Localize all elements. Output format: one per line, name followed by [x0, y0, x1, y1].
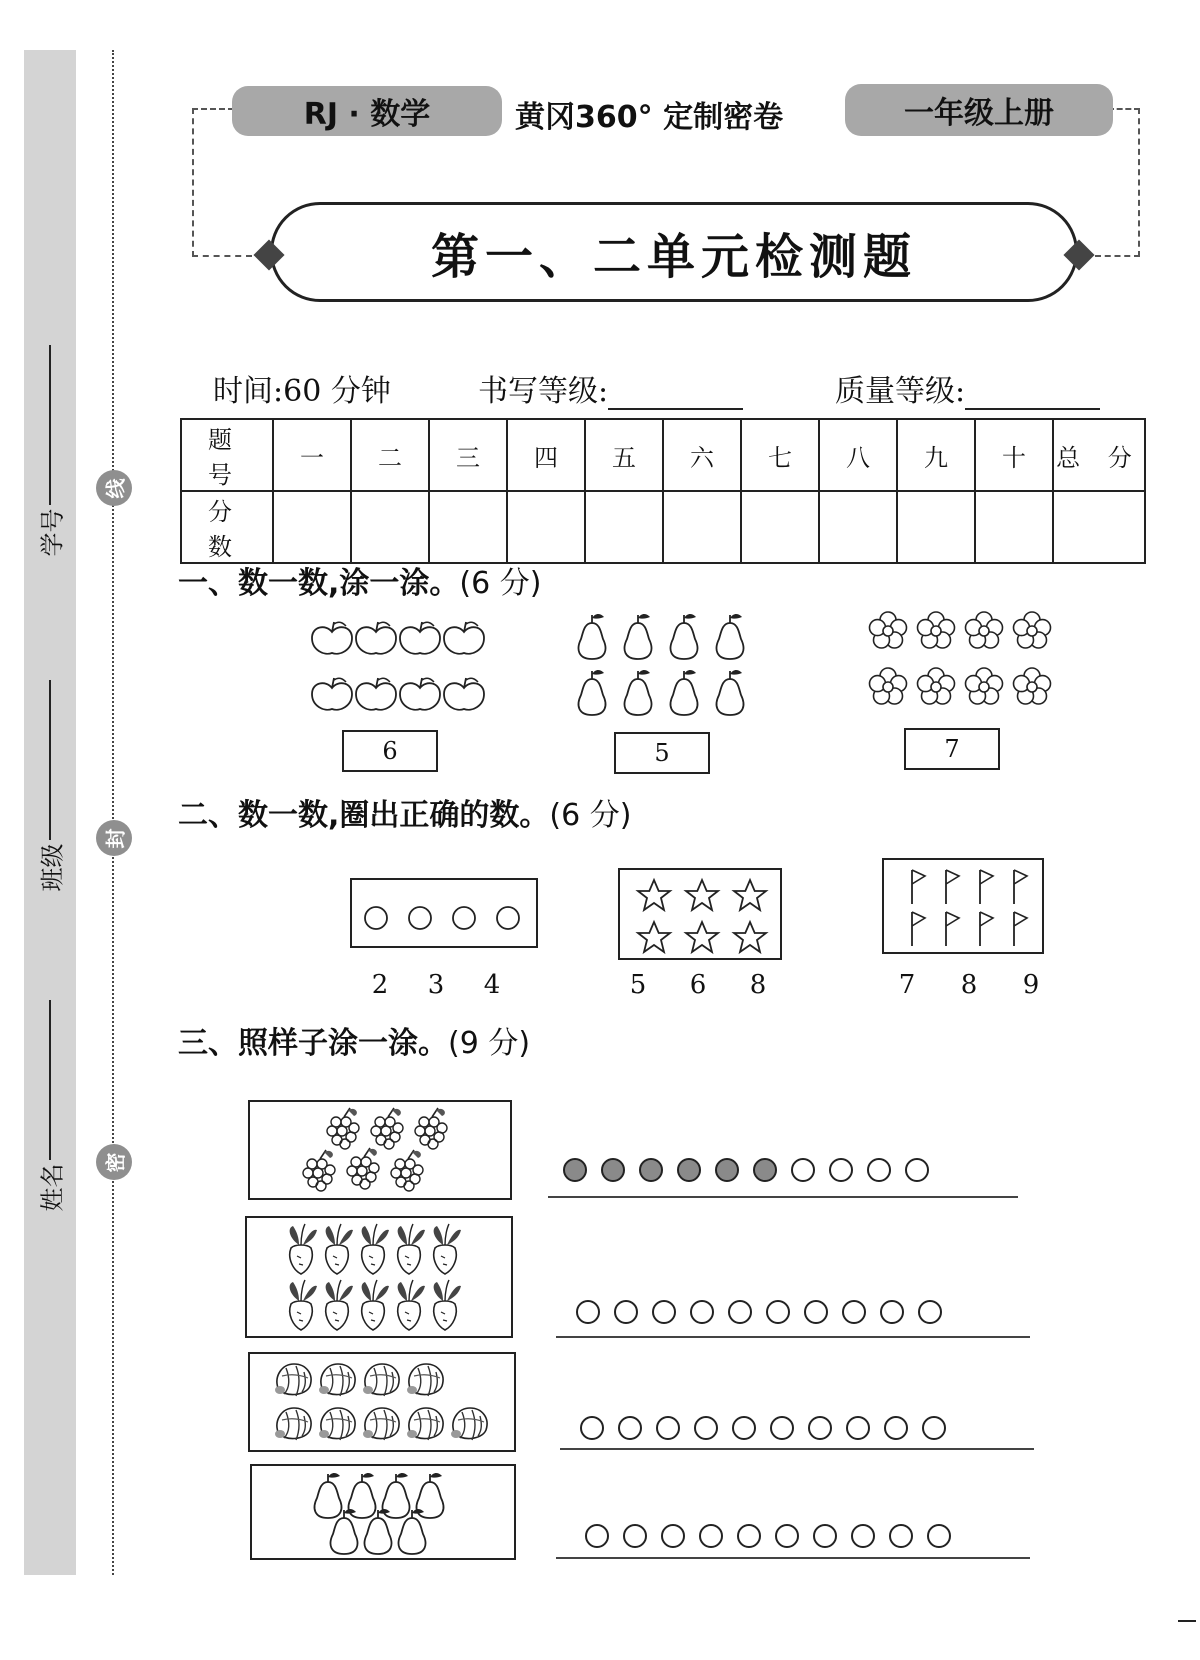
name-line	[49, 1000, 51, 1160]
apple-icon	[312, 622, 352, 654]
pear-icon	[579, 614, 606, 659]
cabbage-circles	[580, 1416, 946, 1440]
grapes-picture	[250, 1102, 510, 1198]
score-cell[interactable]	[819, 491, 897, 563]
circles-box	[350, 878, 538, 948]
writing-grade[interactable]	[478, 366, 743, 410]
answer-circle[interactable]	[677, 1158, 701, 1182]
answer-circle[interactable]	[880, 1300, 904, 1324]
seal-mark-secret: 密	[96, 1144, 132, 1180]
answer-circle[interactable]	[694, 1416, 718, 1440]
section3-points: (9 分)	[448, 1026, 531, 1061]
header-bracket-left	[192, 108, 234, 257]
star-icon	[686, 922, 718, 952]
choice-number[interactable]: 8	[960, 970, 978, 1000]
score-cell[interactable]	[1053, 491, 1145, 563]
flower-icon	[918, 668, 955, 704]
cabbage-icon	[451, 1408, 487, 1440]
answer-circle[interactable]	[889, 1524, 913, 1548]
answer-box-pears[interactable]: 5	[614, 732, 710, 774]
apple-icon	[356, 678, 396, 710]
cabbage-answer-line	[560, 1448, 1034, 1450]
stars-box	[618, 868, 782, 960]
choice-number[interactable]: 2	[371, 970, 389, 1000]
radish-icon	[290, 1224, 317, 1274]
flag-icon	[946, 912, 959, 946]
answer-circle[interactable]	[639, 1158, 663, 1182]
circles-picture	[352, 880, 536, 946]
apple-icon	[444, 678, 484, 710]
star-icon	[686, 880, 718, 910]
apple-icon	[444, 622, 484, 654]
section3-heading	[178, 1018, 530, 1062]
connector-right	[1095, 255, 1140, 257]
cabbage-icon	[275, 1364, 311, 1396]
choice-number[interactable]: 4	[483, 970, 501, 1000]
cabbage-icon	[363, 1408, 399, 1440]
choice-number[interactable]: 7	[898, 970, 916, 1000]
star-icon	[734, 922, 766, 952]
score-cell[interactable]	[741, 491, 819, 563]
answer-circle[interactable]	[846, 1416, 870, 1440]
radish-icon	[362, 1224, 389, 1274]
flag-icon	[1014, 870, 1027, 904]
score-table-header-cell: 九	[897, 419, 975, 491]
flower-icon	[870, 612, 907, 648]
score-table-header-cell: 五	[585, 419, 663, 491]
circles-choices	[352, 970, 520, 1000]
subject-pill: RJ · 数学	[232, 86, 502, 136]
pear-icon	[717, 670, 744, 715]
flower-icon	[870, 668, 907, 704]
pear-icon	[671, 614, 698, 659]
pear-icon	[717, 614, 744, 659]
flag-icon	[980, 912, 993, 946]
apple-icon	[400, 622, 440, 654]
answer-circle[interactable]	[563, 1158, 587, 1182]
grapes-icon	[303, 1150, 335, 1191]
apple-icon	[400, 678, 440, 710]
score-cell[interactable]	[585, 491, 663, 563]
cabbage-icon	[319, 1408, 355, 1440]
radish-answer-line	[556, 1336, 1030, 1338]
section2-heading	[178, 790, 631, 834]
flag-icon	[946, 870, 959, 904]
answer-circle[interactable]	[618, 1416, 642, 1440]
answer-circle[interactable]	[927, 1524, 951, 1548]
section1-title: 一、数一数,涂一涂。	[178, 566, 460, 601]
circle-icon	[497, 907, 519, 929]
cabbage-icon	[363, 1364, 399, 1396]
page-title: 第一、二单元检测题	[430, 228, 917, 285]
score-table-header-row	[181, 419, 1145, 491]
stars-picture	[620, 870, 780, 958]
answer-circle[interactable]	[791, 1158, 815, 1182]
answer-circle[interactable]	[614, 1300, 638, 1324]
score-cell[interactable]	[975, 491, 1053, 563]
answer-circle[interactable]	[867, 1158, 891, 1182]
apple-icon	[356, 622, 396, 654]
answer-circle[interactable]	[766, 1300, 790, 1324]
score-table-header-cell: 四	[507, 419, 585, 491]
answer-circle[interactable]	[601, 1158, 625, 1182]
section1-flowers	[860, 605, 1060, 715]
name-field[interactable]	[30, 1000, 70, 1215]
cabbage-box	[248, 1352, 516, 1452]
score-cell[interactable]	[273, 491, 351, 563]
connector-left	[192, 255, 252, 257]
answer-circle[interactable]	[813, 1524, 837, 1548]
radish-icon	[434, 1224, 461, 1274]
grapes-icon	[347, 1148, 379, 1189]
student-id-field[interactable]	[30, 345, 70, 560]
choice-number[interactable]: 6	[689, 970, 707, 1000]
answer-circle[interactable]	[808, 1416, 832, 1440]
class-field[interactable]	[30, 680, 70, 895]
page-edge-mark	[1178, 1620, 1196, 1622]
radish-circles	[576, 1300, 942, 1324]
answer-circle[interactable]	[775, 1524, 799, 1548]
radish-icon	[290, 1280, 317, 1330]
cabbage-icon	[319, 1364, 355, 1396]
flag-icon	[980, 870, 993, 904]
pears-box	[250, 1464, 516, 1560]
grapes-icon	[371, 1108, 403, 1149]
time-limit: 时间:60 分钟	[213, 374, 391, 409]
pears-answer-line	[556, 1557, 1030, 1559]
answer-circle[interactable]	[715, 1158, 739, 1182]
flags-choices	[876, 970, 1062, 1000]
grapes-icon	[391, 1150, 423, 1191]
score-row-label: 分 数	[181, 491, 273, 563]
pears-circles	[585, 1524, 951, 1548]
score-cell[interactable]	[429, 491, 507, 563]
pear-icon	[579, 670, 606, 715]
answer-circle[interactable]	[585, 1524, 609, 1548]
quality-grade[interactable]	[835, 366, 1100, 410]
writing-grade-label: 书写等级:	[478, 374, 609, 409]
pear-icon	[625, 670, 652, 715]
stars-choices	[608, 970, 788, 1000]
circle-icon	[453, 907, 475, 929]
score-cell[interactable]	[897, 491, 975, 563]
class-line	[49, 680, 51, 840]
score-cell[interactable]	[351, 491, 429, 563]
answer-circle[interactable]	[576, 1300, 600, 1324]
radish-icon	[326, 1224, 353, 1274]
answer-box-apples[interactable]: 6	[342, 730, 438, 772]
grapes-box	[248, 1100, 512, 1200]
circle-icon	[365, 907, 387, 929]
grapes-icon	[327, 1108, 359, 1149]
flower-icon	[966, 612, 1003, 648]
answer-circle[interactable]	[623, 1524, 647, 1548]
choice-number[interactable]: 8	[749, 970, 767, 1000]
section1-heading	[178, 558, 541, 602]
answer-circle[interactable]	[851, 1524, 875, 1548]
answer-circle[interactable]	[770, 1416, 794, 1440]
section1-points: (6 分)	[459, 566, 542, 601]
grapes-answer-line	[548, 1196, 1018, 1198]
quality-grade-label: 质量等级:	[835, 374, 966, 409]
answer-circle[interactable]	[829, 1158, 853, 1182]
pears-picture	[252, 1466, 514, 1558]
series-name: 黄冈360° 定制密卷	[515, 100, 784, 135]
cabbage-icon	[407, 1408, 443, 1440]
radish-icon	[326, 1280, 353, 1330]
grapes-icon	[415, 1108, 447, 1149]
score-table	[180, 418, 1146, 564]
answer-circle[interactable]	[884, 1416, 908, 1440]
flower-icon	[1014, 668, 1051, 704]
pear-icon	[625, 614, 652, 659]
apple-icon	[312, 678, 352, 710]
flags-picture	[884, 860, 1042, 952]
flags-box	[882, 858, 1044, 954]
cabbage-icon	[275, 1408, 311, 1440]
student-id-line	[49, 345, 51, 505]
section1-pears	[570, 605, 770, 723]
score-cell[interactable]	[663, 491, 741, 563]
pear-icon	[671, 670, 698, 715]
student-id-label: 学号	[38, 508, 67, 557]
cabbage-icon	[407, 1364, 443, 1396]
score-table-header-cell: 一	[273, 419, 351, 491]
binding-cut-line	[112, 50, 114, 1575]
flower-icon	[966, 668, 1003, 704]
radish-icon	[362, 1280, 389, 1330]
answer-circle[interactable]	[732, 1416, 756, 1440]
answer-circle[interactable]	[737, 1524, 761, 1548]
section2-points: (6 分)	[549, 798, 632, 833]
grade-pill: 一年级上册	[845, 84, 1113, 136]
answer-circle[interactable]	[728, 1300, 752, 1324]
choice-number[interactable]: 5	[629, 970, 647, 1000]
answer-circle[interactable]	[753, 1158, 777, 1182]
answer-circle[interactable]	[661, 1524, 685, 1548]
section1-apples	[300, 612, 500, 722]
choice-number[interactable]: 9	[1022, 970, 1040, 1000]
score-table-header-cell: 题 号	[181, 419, 273, 491]
pear-icon	[315, 1473, 342, 1518]
radish-icon	[398, 1280, 425, 1330]
flag-icon	[1014, 912, 1027, 946]
header-bracket-right	[1108, 108, 1140, 257]
flower-icon	[918, 612, 955, 648]
circle-icon	[409, 907, 431, 929]
score-cell[interactable]	[507, 491, 585, 563]
choice-number[interactable]: 3	[427, 970, 445, 1000]
seal-mark-line: 线	[96, 470, 132, 506]
radish-box	[245, 1216, 513, 1338]
answer-circle[interactable]	[922, 1416, 946, 1440]
flower-icon	[1014, 612, 1051, 648]
flag-icon	[912, 912, 925, 946]
star-icon	[638, 922, 670, 952]
score-table-header-cell: 六	[663, 419, 741, 491]
score-table-header-cell: 八	[819, 419, 897, 491]
answer-circle[interactable]	[580, 1416, 604, 1440]
answer-circle[interactable]	[652, 1300, 676, 1324]
writing-grade-blank[interactable]	[608, 374, 743, 410]
score-table-header-cell: 三	[429, 419, 507, 491]
grapes-circles	[563, 1158, 929, 1182]
cabbage-picture	[250, 1354, 514, 1450]
answer-circle[interactable]	[656, 1416, 680, 1440]
answer-circle[interactable]	[699, 1524, 723, 1548]
section2-title: 二、数一数,圈出正确的数。	[178, 798, 550, 833]
score-table-header-cell: 七	[741, 419, 819, 491]
seal-mark-seal: 封	[96, 820, 132, 856]
title-frame	[270, 202, 1078, 302]
answer-box-flowers[interactable]: 7	[904, 728, 1000, 770]
section3-title: 三、照样子涂一涂。	[178, 1026, 448, 1061]
answer-circle[interactable]	[804, 1300, 828, 1324]
score-table-score-row	[181, 491, 1145, 563]
radish-icon	[434, 1280, 461, 1330]
quality-grade-blank[interactable]	[965, 374, 1100, 410]
name-label: 姓名	[38, 1163, 67, 1212]
radish-icon	[398, 1224, 425, 1274]
class-label: 班级	[38, 843, 67, 892]
star-icon	[734, 880, 766, 910]
star-icon	[638, 880, 670, 910]
score-table-header-cell: 十	[975, 419, 1053, 491]
score-table-header-cell: 总 分	[1053, 419, 1145, 491]
answer-circle[interactable]	[690, 1300, 714, 1324]
answer-circle[interactable]	[918, 1300, 942, 1324]
answer-circle[interactable]	[842, 1300, 866, 1324]
score-table-header-cell: 二	[351, 419, 429, 491]
flag-icon	[912, 870, 925, 904]
answer-circle[interactable]	[905, 1158, 929, 1182]
radish-picture	[247, 1218, 511, 1336]
